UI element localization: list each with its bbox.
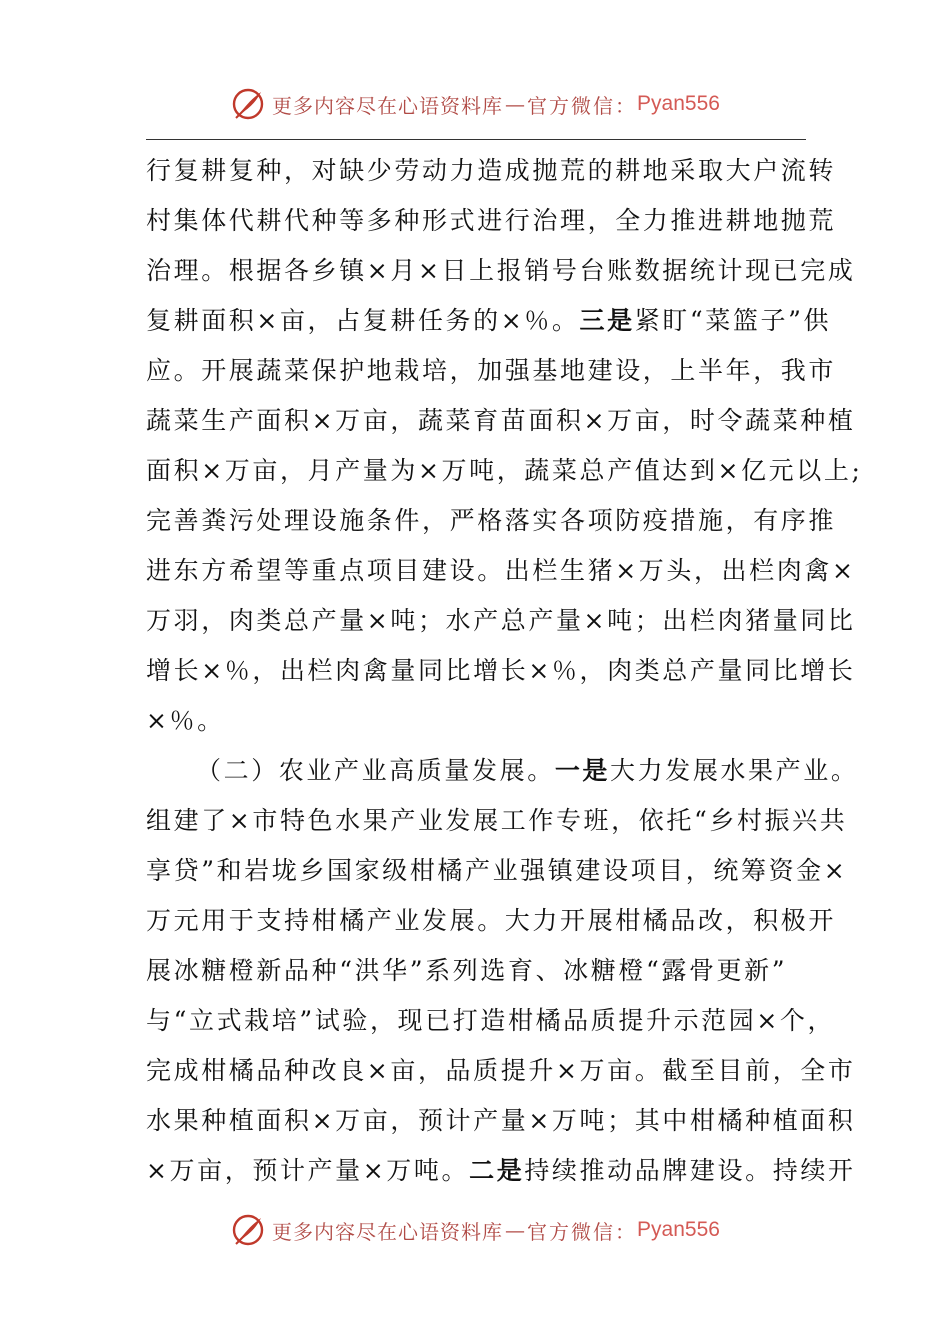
text-segment: 蔬菜生产面积×万亩，蔬菜育苗面积×万亩，时令蔬菜种植 <box>146 406 856 435</box>
text-line <box>146 996 836 1046</box>
text-line <box>146 646 856 696</box>
bold-keyword: 一是 <box>554 756 611 785</box>
text-line <box>146 596 856 646</box>
text-line <box>146 346 837 396</box>
document-body <box>146 146 863 1196</box>
footer-banner <box>0 1208 950 1252</box>
header-divider <box>146 139 806 140</box>
banner-wechat-label: 官方微信： <box>527 1219 638 1244</box>
text-line <box>146 546 856 596</box>
banner-wechat-label: 官方微信： <box>527 93 638 118</box>
text-line <box>146 796 848 846</box>
text-line <box>146 1096 856 1146</box>
text-segment: 完善粪污处理设施条件，严格落实各项防疫措施，有序推 <box>146 506 837 535</box>
text-line <box>146 296 832 346</box>
text-segment: ×％。 <box>146 706 225 735</box>
text-segment: 享贷”和岩垅乡国家级柑橘产业强镇建设项目，统筹资金× <box>146 856 848 885</box>
text-segment: 村集体代耕代种等多种形式进行治理，全力推进耕地抛荒 <box>146 206 837 235</box>
banner-separator: — <box>505 92 526 116</box>
text-line <box>146 196 837 246</box>
text-line <box>146 696 806 746</box>
banner-title: 更多内容尽在心语资料库 <box>272 93 504 118</box>
text-segment: （二）农业产业高质量发展。 <box>196 756 555 785</box>
text-segment: 面积×万亩，月产量为×万吨，蔬菜总产值达到×亿元以上; <box>146 456 863 485</box>
text-segment: 万羽，肉类总产量×吨；水产总产量×吨；出栏肉猪量同比 <box>146 606 856 635</box>
feather-pen-logo-icon <box>230 86 266 122</box>
text-segment: 复耕面积×亩，占复耕任务的×％。 <box>146 306 580 335</box>
text-segment: 紧盯“菜篮子”供 <box>634 306 832 335</box>
text-line <box>146 946 806 996</box>
banner-separator: — <box>505 1218 526 1242</box>
bold-keyword: 三是 <box>579 306 635 335</box>
text-segment: 万元用于支持柑橘产业发展。大力开展柑橘品改，积极开 <box>146 906 837 935</box>
text-segment: 持续推动品牌建设。持续开 <box>524 1156 856 1185</box>
text-line <box>146 1046 856 1096</box>
feather-pen-logo-icon <box>230 1212 266 1248</box>
text-segment: ×万亩，预计产量×万吨。 <box>146 1156 470 1185</box>
text-segment: 大力发展水果产业。 <box>610 756 859 785</box>
banner-wechat-id: Pyan556 <box>637 92 720 115</box>
text-segment: 进东方希望等重点项目建设。出栏生猪×万头，出栏肉禽× <box>146 556 856 585</box>
text-line <box>146 396 856 446</box>
text-segment: 应。开展蔬菜保护地栽培，加强基地建设，上半年，我市 <box>146 356 837 385</box>
text-segment: 展冰糖橙新品种“洪华”系列选育、冰糖橙“露骨更新” <box>146 956 788 985</box>
text-line <box>146 246 856 296</box>
header-banner <box>0 82 950 126</box>
text-segment: 完成柑橘品种改良×亩，品质提升×万亩。截至目前，全市 <box>146 1056 856 1085</box>
bold-keyword: 二是 <box>469 1156 525 1185</box>
text-line <box>146 846 848 896</box>
banner-wechat-id: Pyan556 <box>637 1218 720 1241</box>
text-segment: 与“立式栽培”试验，现已打造柑橘品质提升示范园×个， <box>146 1006 836 1035</box>
text-segment: 水果种植面积×万亩，预计产量×万吨；其中柑橘种植面积 <box>146 1106 856 1135</box>
text-line <box>146 896 837 946</box>
text-line <box>146 146 837 196</box>
text-segment: 行复耕复种，对缺少劳动力造成抛荒的耕地采取大户流转 <box>146 156 837 185</box>
banner-title: 更多内容尽在心语资料库 <box>272 1219 504 1244</box>
text-line <box>146 496 837 546</box>
text-segment: 组建了×市特色水果产业发展工作专班，依托“乡村振兴共 <box>146 806 848 835</box>
text-line <box>146 746 859 796</box>
text-segment: 增长×％，出栏肉禽量同比增长×％，肉类总产量同比增长 <box>146 656 856 685</box>
text-line <box>146 446 863 496</box>
text-segment: 治理。根据各乡镇×月×日上报销号台账数据统计现已完成 <box>146 256 856 285</box>
text-line <box>146 1146 856 1196</box>
